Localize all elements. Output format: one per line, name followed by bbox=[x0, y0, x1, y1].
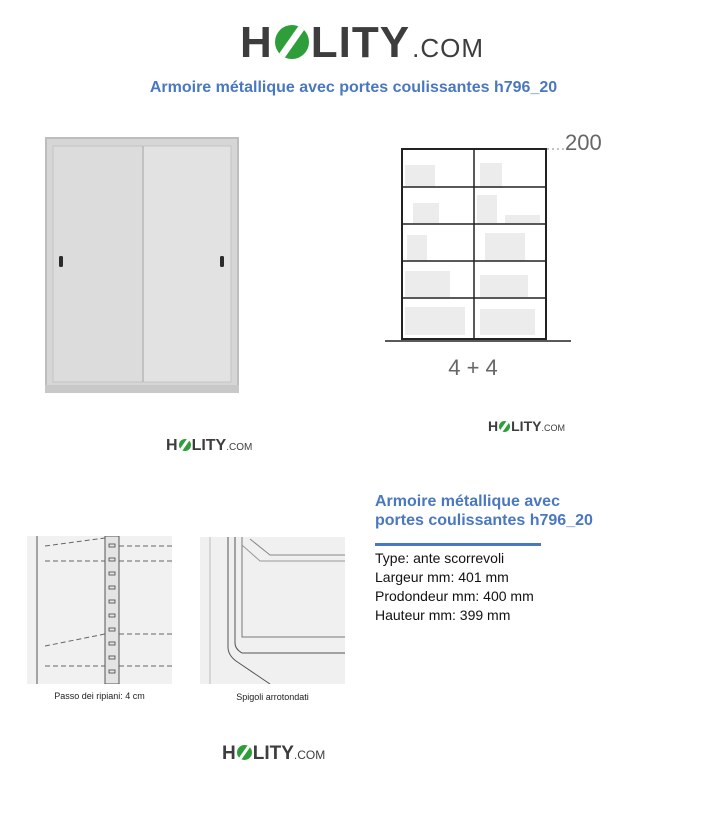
logo-suffix: .COM bbox=[412, 33, 484, 63]
logo-o-icon bbox=[179, 439, 191, 451]
logo-text-h: H bbox=[222, 743, 236, 764]
logo-o-icon bbox=[237, 745, 252, 760]
logo-suffix: .COM bbox=[293, 748, 326, 762]
spec-divider bbox=[375, 543, 541, 546]
spec-depth: Prodondeur mm: 400 mm bbox=[375, 588, 534, 604]
logo-suffix: .COM bbox=[226, 442, 253, 453]
logo-text-h: H bbox=[166, 437, 178, 454]
rounded-edges-detail bbox=[200, 537, 345, 684]
rounded-edges-caption: Spigoli arrotondati bbox=[236, 692, 309, 702]
logo-text-lity: LITY bbox=[310, 18, 411, 67]
logo-text-h: H bbox=[488, 418, 499, 434]
spec-title-line1: Armoire métallique avec bbox=[375, 493, 560, 510]
holity-logo-small-3[interactable] bbox=[222, 743, 325, 765]
height-label: 200 bbox=[565, 130, 602, 155]
logo-suffix: .COM bbox=[541, 423, 565, 433]
spec-title-line2: portes coulissantes h796_20 bbox=[375, 512, 593, 529]
holity-logo[interactable] bbox=[240, 18, 484, 68]
left-handle bbox=[59, 256, 63, 267]
cabinet-photo bbox=[45, 137, 239, 393]
holity-logo-small-1[interactable] bbox=[166, 437, 252, 455]
spec-width: Largeur mm: 401 mm bbox=[375, 569, 509, 585]
right-handle bbox=[220, 256, 224, 267]
spec-height: Hauteur mm: 399 mm bbox=[375, 607, 511, 623]
logo-text-h: H bbox=[240, 18, 273, 67]
logo-o-icon bbox=[499, 421, 510, 432]
spec-block bbox=[375, 492, 675, 625]
shelving-diagram bbox=[385, 125, 615, 385]
logo-text-lity: LITY bbox=[252, 743, 294, 764]
shelves-label: 4 + 4 bbox=[448, 355, 498, 380]
holity-logo-small-2[interactable] bbox=[488, 418, 565, 434]
shelf-pitch-caption: Passo dei ripiani: 4 cm bbox=[54, 691, 145, 701]
logo-text-lity: LITY bbox=[511, 418, 542, 434]
logo-o-icon bbox=[275, 25, 309, 59]
page-title: Armoire métallique avec portes coulissantes h796_20 bbox=[149, 79, 558, 96]
right-door bbox=[143, 146, 231, 382]
spec-type: Type: ante scorrevoli bbox=[375, 550, 505, 566]
left-door bbox=[53, 146, 145, 382]
shelf-pitch-detail bbox=[27, 536, 172, 684]
logo-text-lity: LITY bbox=[191, 437, 227, 454]
